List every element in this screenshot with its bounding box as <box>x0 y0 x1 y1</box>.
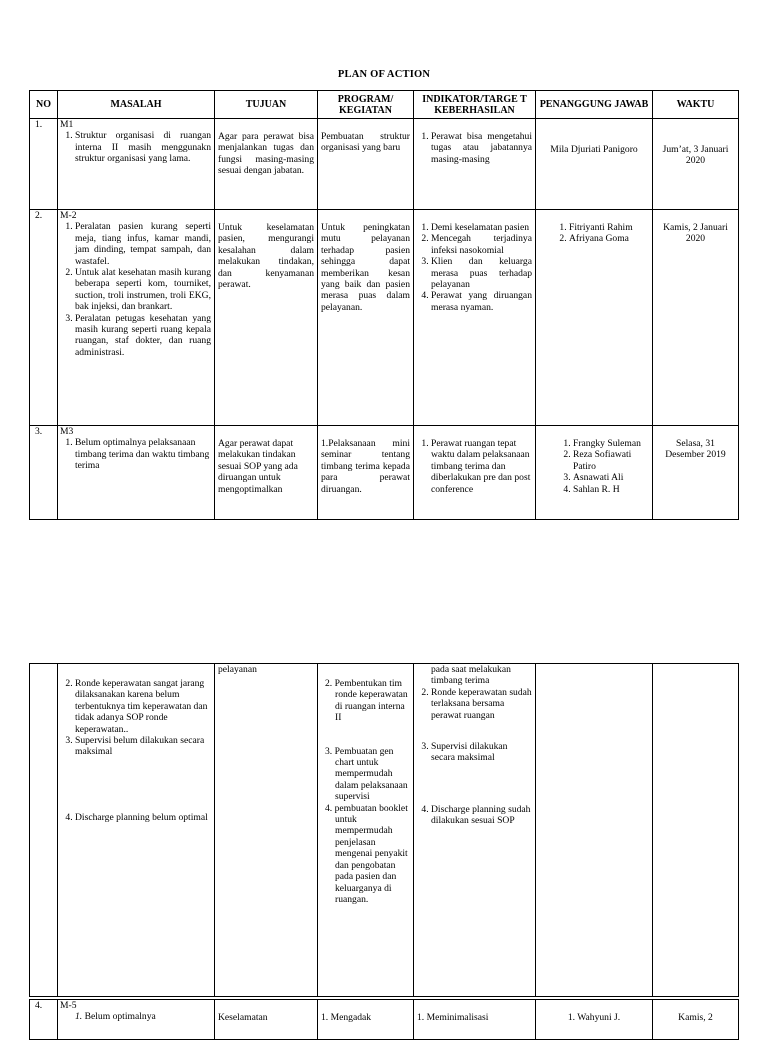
list-item: 3. Peralatan petugas kesehatan yang masih kurang seperti ruang kepala ruangan, staf dokter, dan ruang administrasi. <box>75 313 211 359</box>
tujuan-cell: Agar perawat dapat melakukan tindakan sesuai SOP yang ada diruangan untuk mengoptimalkan <box>215 426 318 520</box>
table-row <box>30 426 739 520</box>
row-number: 4. <box>30 1000 58 1040</box>
plan-table-continued <box>29 663 739 997</box>
waktu-cell: Kamis, 2 Januari 2020 <box>653 210 739 426</box>
penanggung-cell: Mila Djuriati Panigoro <box>536 119 653 210</box>
list-item: 3. Asnawati Ali <box>573 472 649 483</box>
problem-id: M-2 <box>60 210 77 221</box>
problem-id: M-5 <box>60 1000 77 1011</box>
penanggung-cell <box>536 664 653 997</box>
masalah-cell <box>58 426 215 520</box>
indikator-cell <box>414 426 536 520</box>
list-item: 3. Supervisi dilakukan secara maksimal <box>431 741 532 764</box>
list-item: 1. Belum optimalnya <box>75 1011 156 1023</box>
list-item: 4. Discharge planning belum optimal <box>75 812 211 823</box>
header-no: NO <box>30 91 58 119</box>
penanggung-cell: 1. Wahyuni J. <box>536 1000 653 1040</box>
masalah-cell <box>58 119 215 210</box>
list-item: 3. Klien dan keluarga merasa puas terhadap pelayanan <box>431 256 532 290</box>
problem-id: M3 <box>60 426 74 437</box>
list-item: 1. Frangky Suleman <box>573 438 649 449</box>
list-item: 4. pembuatan booklet untuk mempermudah penjelasan mengenai penyakit dan pengobatan pada pasien dan keluarganya di ruangan. <box>325 802 408 905</box>
plan-table <box>29 90 739 520</box>
penanggung-cell <box>536 210 653 426</box>
indikator-continued: pada saat melakukan timbang terima <box>431 664 511 687</box>
list-item: 2. Ronde keperawatan sangat jarang dilaksanakan karena belum terbentuknya tim keperawatan dan tidak adanya SOP ronde keperawatan.. <box>75 678 211 735</box>
row-number: 2. <box>30 210 58 426</box>
program-cell: Untuk peningkatan mutu pelayanan terhadap pasien sehingga dapat memberikan kesan yang baik dan pasien merasa puas dalam pelayanan. <box>318 210 414 426</box>
header-masalah: MASALAH <box>58 91 215 119</box>
list-item: 4. Discharge planning sudah dilakukan sesuai SOP <box>431 804 532 827</box>
tujuan-cell: pelayanan <box>215 664 318 997</box>
list-item: 1. Perawat ruangan tepat waktu dalam pelaksanaan timbang terima dan diberlakukan pre dan post conference <box>431 438 532 495</box>
header-penanggung: PENANGGUNG JAWAB <box>536 91 653 119</box>
program-cell: Pembuatan struktur organisasi yang baru <box>318 119 414 210</box>
table-row <box>30 210 739 426</box>
list-item: 1. Struktur organisasi di ruangan interna II masih menggunakn struktur organisasi yang lama. <box>75 130 211 164</box>
table-row <box>30 119 739 210</box>
waktu-cell <box>653 664 739 997</box>
row-number <box>30 664 58 997</box>
header-tujuan: TUJUAN <box>215 91 318 119</box>
program-cell <box>318 664 414 997</box>
list-item: 2. Reza Sofiawati Patiro <box>573 449 649 472</box>
tujuan-cell: Keselamatan <box>215 1000 318 1040</box>
row-number: 3. <box>30 426 58 520</box>
document-title: PLAN OF ACTION <box>337 69 431 80</box>
list-item: 3. Supervisi belum dilakukan secara maksimal <box>75 735 211 758</box>
tujuan-cell: Agar para perawat bisa menjalankan tugas dan fungsi masing-masing sesuai dengan jabatan. <box>215 119 318 210</box>
list-item: 4. Sahlan R. H <box>573 484 649 495</box>
waktu-cell: Selasa, 31 Desember 2019 <box>653 426 739 520</box>
list-item: 2. Untuk alat kesehatan masih kurang beberapa seperti kom, tourniket, suction, troli instrumen, troli EKG, bak injeksi, dan brankart. <box>75 267 211 313</box>
problem-id: M1 <box>60 119 74 130</box>
list-item: 2. Ronde keperawatan sudah terlaksana bersama perawat ruangan <box>431 687 532 721</box>
penanggung-cell <box>536 426 653 520</box>
list-item: 2. Mencegah terjadinya infeksi nasokomial <box>431 233 532 256</box>
indikator-cell: 1. Meminimalisasi <box>414 1000 536 1040</box>
indikator-cell <box>414 210 536 426</box>
list-item: 2. Pembentukan tim ronde keperawatan di ruangan interna II <box>325 678 408 724</box>
row-number: 1. <box>30 119 58 210</box>
waktu-cell: Kamis, 2 <box>653 1000 739 1040</box>
header-program: PROGRAM/ KEGIATAN <box>318 91 414 119</box>
indikator-cell <box>414 119 536 210</box>
list-item: 4. Perawat yang diruangan merasa nyaman. <box>431 290 532 313</box>
table-row <box>30 664 739 997</box>
plan-table-row4 <box>29 999 739 1040</box>
program-cell: 1. Mengadak <box>318 1000 414 1040</box>
header-row <box>30 91 739 119</box>
list-item: 1. Fitriyanti Rahim <box>569 222 649 233</box>
list-item: 1. Perawat bisa mengetahui tugas atau jabatannya masing-masing <box>431 131 532 165</box>
masalah-cell <box>58 210 215 426</box>
masalah-cell <box>58 664 215 997</box>
tujuan-cell: Untuk keselamatan pasien, mengurangi kesalahan dalam melakukan tindakan, dan kenyamanan perawat. <box>215 210 318 426</box>
header-indikator: INDIKATOR/TARGE T KEBERHASILAN <box>414 91 536 119</box>
header-waktu: WAKTU <box>653 91 739 119</box>
waktu-cell: Jum’at, 3 Januari 2020 <box>653 119 739 210</box>
program-cell: 1.Pelaksanaan mini seminar tentang timbang terima kepada para perawat diruangan. <box>318 426 414 520</box>
list-item: 1. Peralatan pasien kurang seperti meja, tiang infus, kamar mandi, jam dinding, tempat sampah, dan wastafel. <box>75 221 211 267</box>
indikator-cell <box>414 664 536 997</box>
list-item: 2. Afriyana Goma <box>569 233 649 244</box>
list-item: 1. Demi keselamatan pasien <box>431 222 532 233</box>
table-row <box>30 1000 739 1040</box>
masalah-cell <box>58 1000 215 1040</box>
list-item: 3. Pembuatan gen chart untuk mempermudah dalam pelaksanaan supervisi <box>325 745 408 803</box>
list-item: 1. Belum optimalnya pelaksanaan timbang terima dan waktu timbang terima <box>75 437 211 471</box>
